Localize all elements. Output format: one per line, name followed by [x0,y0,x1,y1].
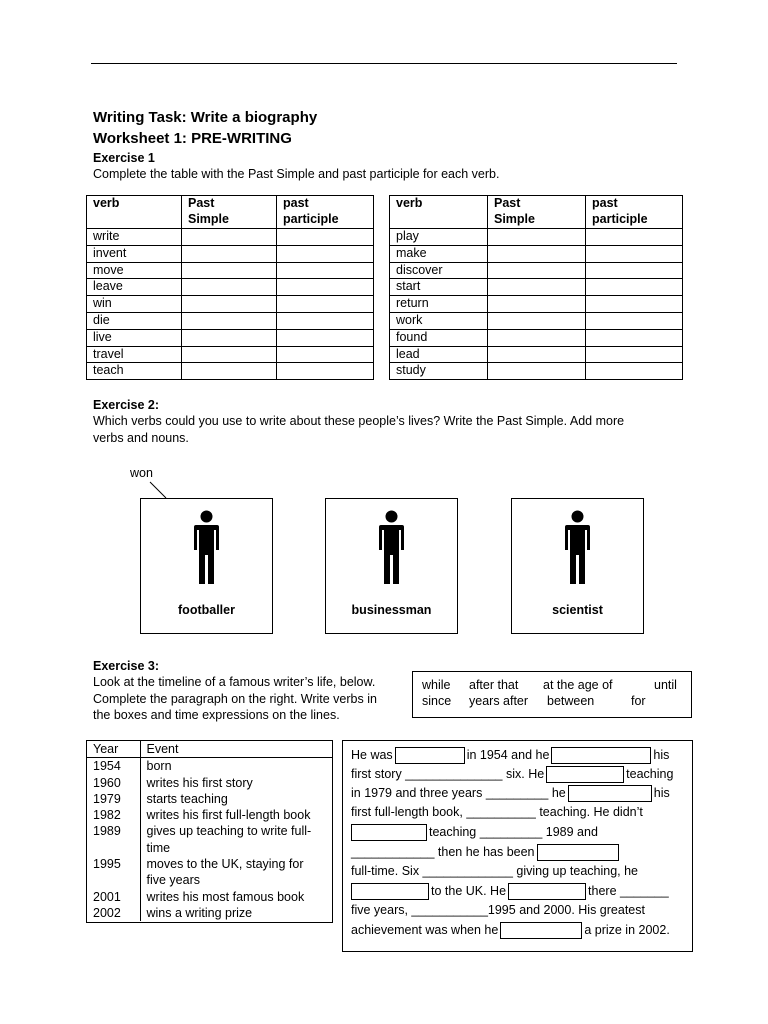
paragraph-text: full-time. Six _____________ giving up teaching, he [351,864,639,879]
answer-box[interactable] [500,922,582,939]
paragraph-text: achievement was when he [351,923,499,938]
paragraph-text: five years, ___________1995 and 2000. His greatest [351,903,645,918]
past-participle-answer-cell[interactable] [586,329,683,346]
word-bank-item: after that [469,678,519,692]
past-simple-answer-cell[interactable] [182,329,277,346]
past-participle-answer-cell[interactable] [277,279,374,296]
past-simple-answer-cell[interactable] [488,262,586,279]
person-icon [564,510,591,584]
paragraph-text: He was [351,748,393,763]
answer-box[interactable] [351,883,429,900]
verb-row [390,346,683,363]
past-simple-answer-cell[interactable] [182,245,277,262]
paragraph-text: a prize in 2002. [584,923,670,938]
timeline-row [87,856,332,889]
word-bank-item: since [422,694,452,708]
verb-row [87,279,374,296]
verb-row [390,296,683,313]
past-simple-answer-cell[interactable] [182,312,277,329]
timeline-header-event: Event [140,741,332,758]
timeline-year: 2001 [87,889,140,905]
verb-row [87,346,374,363]
word-bank-item: at the age of [543,678,613,692]
exercise-3-instruction-2: Complete the paragraph on the right. Write verbs in [93,692,377,706]
verb-row [390,363,683,380]
exercise-3-instruction-3: the boxes and time expressions on the lines. [93,708,340,722]
past-simple-answer-cell[interactable] [488,312,586,329]
past-participle-answer-cell[interactable] [277,312,374,329]
exercise-1-instruction: Complete the table with the Past Simple and past participle for each verb. [93,167,500,181]
timeline-year: 2002 [87,905,140,921]
exercise-2-instruction-1: Which verbs could you use to write about these people’s lives? Write the Past Simple. Add more [93,414,625,428]
past-participle-answer-cell[interactable] [277,329,374,346]
paragraph-text: there _______ [588,884,669,899]
timeline-event: wins a writing prize [146,905,253,920]
verb-cell: play [390,229,488,246]
verb-cell: write [87,229,182,246]
word-bank [412,671,692,718]
verb-cell: teach [87,363,182,380]
verb-row [390,329,683,346]
paragraph-text: teaching [626,767,674,782]
exercise-2-label: Exercise 2: [93,398,160,412]
past-simple-answer-cell[interactable] [488,229,586,246]
answer-box[interactable] [508,883,586,900]
paragraph-box [342,740,693,952]
past-participle-answer-cell[interactable] [277,346,374,363]
verb-cell: leave [87,279,182,296]
timeline-table [87,741,332,921]
verb-cell: invent [87,245,182,262]
timeline-event: moves to the UK, staying for five years [146,857,304,888]
word-bank-item: while [422,678,451,692]
verb-row [390,229,683,246]
past-simple-answer-cell[interactable] [488,296,586,313]
past-participle-answer-cell[interactable] [277,229,374,246]
timeline-row [87,775,332,791]
person-box-scientist [511,498,644,634]
person-icon [378,510,405,584]
past-simple-answer-cell[interactable] [182,262,277,279]
timeline-header-year: Year [87,741,140,758]
word-bank-item: years after [469,694,529,708]
verb-cell: live [87,329,182,346]
past-participle-answer-cell[interactable] [277,245,374,262]
past-participle-answer-cell[interactable] [586,245,683,262]
verb-cell: move [87,262,182,279]
verb-cell: die [87,312,182,329]
header-past-simple: Past Simple [488,196,586,229]
header-past-participle: past participle [277,196,374,229]
top-rule [91,63,677,64]
verb-row [87,329,374,346]
verb-row [87,262,374,279]
exercise-2-instruction-2: verbs and nouns. [93,431,189,445]
paragraph-text: in 1954 and he [466,748,550,763]
past-participle-answer-cell[interactable] [586,296,683,313]
past-participle-answer-cell[interactable] [277,363,374,380]
verb-table-left [86,195,374,380]
verb-cell: study [390,363,488,380]
timeline-event: born [146,759,172,774]
person-box-footballer [140,498,273,634]
verb-cell: travel [87,346,182,363]
word-bank-item: for [631,694,646,708]
answer-box[interactable] [551,747,651,764]
verb-cell: start [390,279,488,296]
answer-box[interactable] [568,785,652,802]
past-participle-answer-cell[interactable] [586,262,683,279]
past-simple-answer-cell[interactable] [488,245,586,262]
past-simple-answer-cell[interactable] [182,363,277,380]
timeline-event: gives up teaching to write full- time [146,824,312,855]
past-simple-answer-cell[interactable] [182,279,277,296]
paragraph-text: in 1979 and three years _________ he [351,786,566,801]
person-icon [193,510,220,584]
verb-cell: lead [390,346,488,363]
answer-box[interactable] [351,824,427,841]
exercise-1-label: Exercise 1 [93,151,155,165]
past-simple-answer-cell[interactable] [488,279,586,296]
example-word: won [130,466,153,480]
verb-row [390,279,683,296]
timeline-event: starts teaching [146,791,228,806]
past-simple-answer-cell[interactable] [182,296,277,313]
verb-row [87,296,374,313]
timeline-box [86,740,333,923]
exercise-3-instruction-1: Look at the timeline of a famous writer’s life, below. [93,675,376,689]
timeline-year: 1982 [87,807,140,823]
verb-cell: win [87,296,182,313]
timeline-event: writes his first full-length book [146,808,311,823]
paragraph-text: first full-length book, __________ teaching. He didn’t [351,805,643,820]
verb-cell: make [390,245,488,262]
answer-box[interactable] [537,844,619,861]
page-title: Writing Task: Write a biography [93,109,318,126]
header-past-participle: past participle [586,196,683,229]
paragraph-text: first story ______________ six. He [351,767,545,782]
person-label: businessman [351,603,432,617]
word-bank-item: until [654,678,677,692]
past-simple-answer-cell[interactable] [488,363,586,380]
past-simple-answer-cell[interactable] [182,346,277,363]
timeline-year: 1995 [87,856,140,889]
timeline-event: writes his first story [146,775,253,790]
timeline-year: 1979 [87,791,140,807]
timeline-row [87,823,332,856]
verb-cell: discover [390,262,488,279]
header-verb: verb [390,196,488,229]
verb-cell: work [390,312,488,329]
word-bank-item: between [547,694,595,708]
timeline-year: 1954 [87,758,140,775]
verb-row [87,245,374,262]
past-simple-answer-cell[interactable] [488,346,586,363]
past-participle-answer-cell[interactable] [586,346,683,363]
past-participle-answer-cell[interactable] [277,262,374,279]
exercise-3-label: Exercise 3: [93,659,160,673]
past-simple-answer-cell[interactable] [182,229,277,246]
verb-row [390,312,683,329]
timeline-event: writes his most famous book [146,889,305,904]
header-verb: verb [87,196,182,229]
timeline-year: 1960 [87,775,140,791]
past-simple-answer-cell[interactable] [488,329,586,346]
verb-row [390,262,683,279]
timeline-row [87,889,332,905]
timeline-row [87,791,332,807]
timeline-year: 1989 [87,823,140,856]
paragraph-text: his [653,748,670,763]
answer-box[interactable] [546,766,624,783]
header-past-simple: Past Simple [182,196,277,229]
past-participle-answer-cell[interactable] [277,296,374,313]
verb-cell: return [390,296,488,313]
timeline-row [87,758,332,775]
verb-row [87,363,374,380]
verb-table-right [389,195,683,380]
past-participle-answer-cell[interactable] [586,363,683,380]
person-box-businessman [325,498,458,634]
verb-row [390,245,683,262]
answer-box[interactable] [395,747,465,764]
past-participle-answer-cell[interactable] [586,312,683,329]
verb-row [87,312,374,329]
verb-row [87,229,374,246]
past-participle-answer-cell[interactable] [586,229,683,246]
verb-cell: found [390,329,488,346]
worksheet-title: Worksheet 1: PRE-WRITING [93,130,292,147]
paragraph-text: to the UK. He [431,884,507,899]
paragraph-text: his [653,786,670,801]
timeline-row [87,905,332,921]
paragraph-text: teaching _________ 1989 and [429,825,598,840]
paragraph-text: ____________ then he has been [351,845,535,860]
past-participle-answer-cell[interactable] [586,279,683,296]
person-label: footballer [178,603,235,617]
person-label: scientist [552,603,603,617]
timeline-row [87,807,332,823]
